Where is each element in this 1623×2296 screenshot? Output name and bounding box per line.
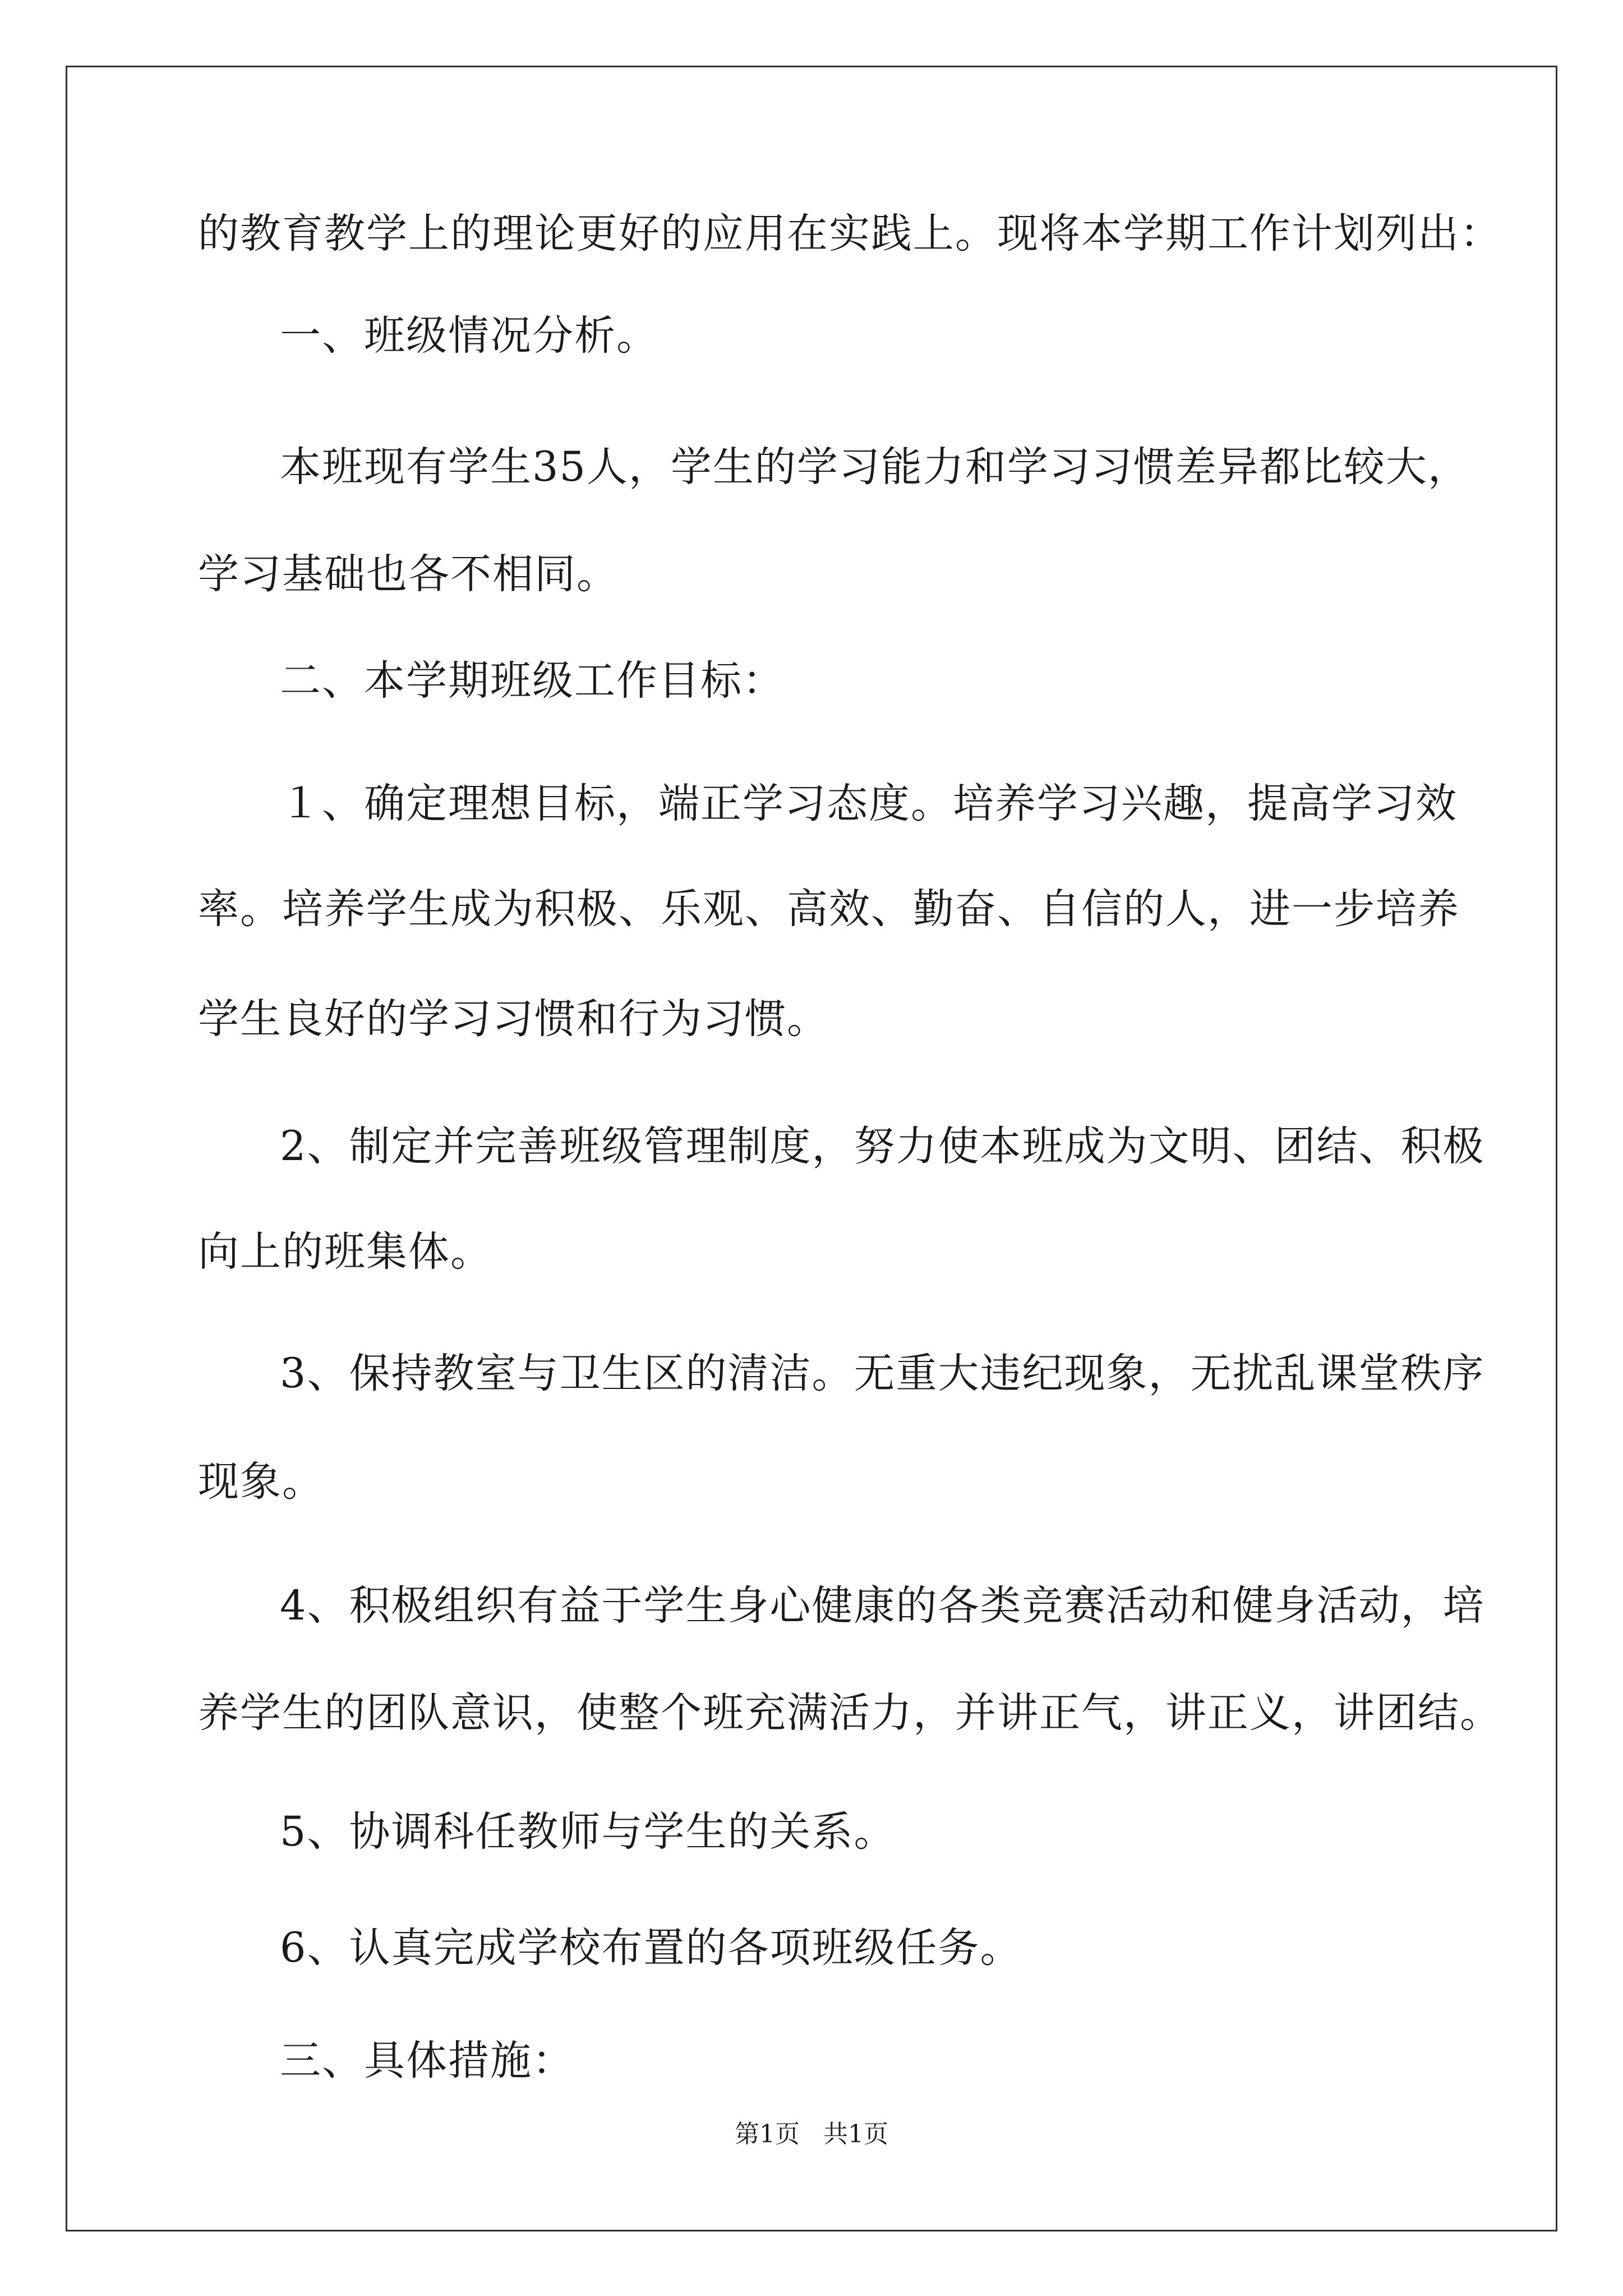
text-line: 现象。	[198, 1458, 324, 1506]
text-line: 养学生的团队意识，使整个班充满活力，并讲正气，讲正义，讲团结。	[198, 1689, 1502, 1737]
text-line: 的教育教学上的理论更好的应用在实践上。现将本学期工作计划列出：	[198, 210, 1502, 257]
text-line: 向上的班集体。	[198, 1228, 492, 1276]
text-line: 3、保持教室与卫生区的清洁。无重大违纪现象，无扰乱课堂秩序	[280, 1350, 1485, 1397]
text-line: 6、认真完成学校布置的各项班级任务。	[280, 1924, 1022, 1972]
text-line: 5、协调科任教师与学生的关系。	[280, 1808, 896, 1856]
text-line: １、确定理想目标，端正学习态度。培养学习兴趣，提高学习效	[280, 780, 1458, 827]
text-line: 学习基础也各不相同。	[198, 550, 619, 598]
text-line: 率。培养学生成为积极、乐观、高效、勤奋、自信的人，进一步培养	[198, 885, 1460, 933]
text-line: 本班现有学生35人，学生的学习能力和学习习惯差异都比较大，	[280, 443, 1470, 491]
text-line: 2、制定并完善班级管理制度，努力使本班成为文明、团结、积极	[280, 1122, 1485, 1170]
section-heading: 三、具体措施：	[280, 2037, 574, 2085]
text-line: 学生良好的学习习惯和行为习惯。	[198, 995, 829, 1043]
page-number-footer: 第1页 共1页	[735, 2120, 888, 2148]
section-heading: 一、班级情况分析。	[280, 312, 658, 360]
section-heading: 二、本学期班级工作目标：	[280, 657, 785, 705]
text-line: 4、积极组织有益于学生身心健康的各类竞赛活动和健身活动，培	[280, 1582, 1485, 1630]
